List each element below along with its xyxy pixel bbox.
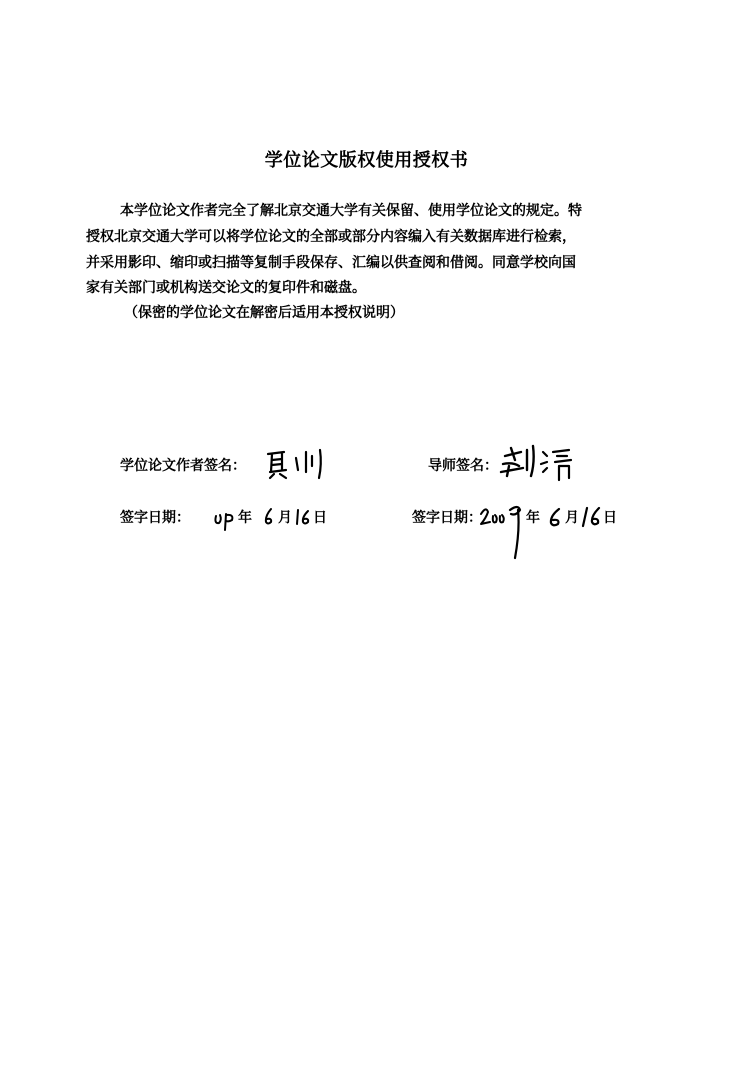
- author-handwritten-signature: [262, 444, 332, 482]
- paragraph-line-2: 授权北京交通大学可以将学位论文的全部或部分内容编入有关数据库进行检索，: [86, 229, 576, 245]
- author-date-month-handwritten: [262, 506, 276, 528]
- author-date-year-char: 年: [238, 510, 252, 526]
- author-date-year-handwritten: [212, 506, 238, 532]
- supervisor-date-day-char: 日: [603, 510, 617, 526]
- supervisor-signature-label: 导师签名：: [428, 458, 498, 474]
- author-date-day-char: 日: [313, 510, 327, 526]
- supervisor-date-month-handwritten: [547, 506, 563, 530]
- supervisor-handwritten-signature: [497, 442, 577, 484]
- supervisor-date-month-char: 月: [565, 510, 579, 526]
- paragraph-line-1: 本学位论文作者完全了解北京交通大学有关保留、使用学位论文的规定。特: [120, 203, 582, 219]
- author-date-month-char: 月: [278, 510, 292, 526]
- author-date-day-handwritten: [294, 506, 314, 528]
- author-date-label: 签字日期：: [120, 510, 190, 526]
- supervisor-date-year-char: 年: [526, 510, 540, 526]
- paragraph-line-4: 家有关部门或机构送交论文的复印件和磁盘。: [86, 280, 366, 296]
- supervisor-date-day-handwritten: [581, 504, 605, 530]
- confidential-note: （保密的学位论文在解密后适用本授权说明）: [124, 305, 404, 321]
- document-title: 学位论文版权使用授权书: [264, 150, 469, 171]
- paragraph-line-3: 并采用影印、缩印或扫描等复制手段保存、汇编以供查阅和借阅。同意学校向国: [86, 255, 576, 271]
- author-signature-label: 学位论文作者签名：: [120, 458, 246, 474]
- supervisor-date-year-handwritten: [478, 500, 528, 560]
- supervisor-date-label: 签字日期：: [412, 510, 482, 526]
